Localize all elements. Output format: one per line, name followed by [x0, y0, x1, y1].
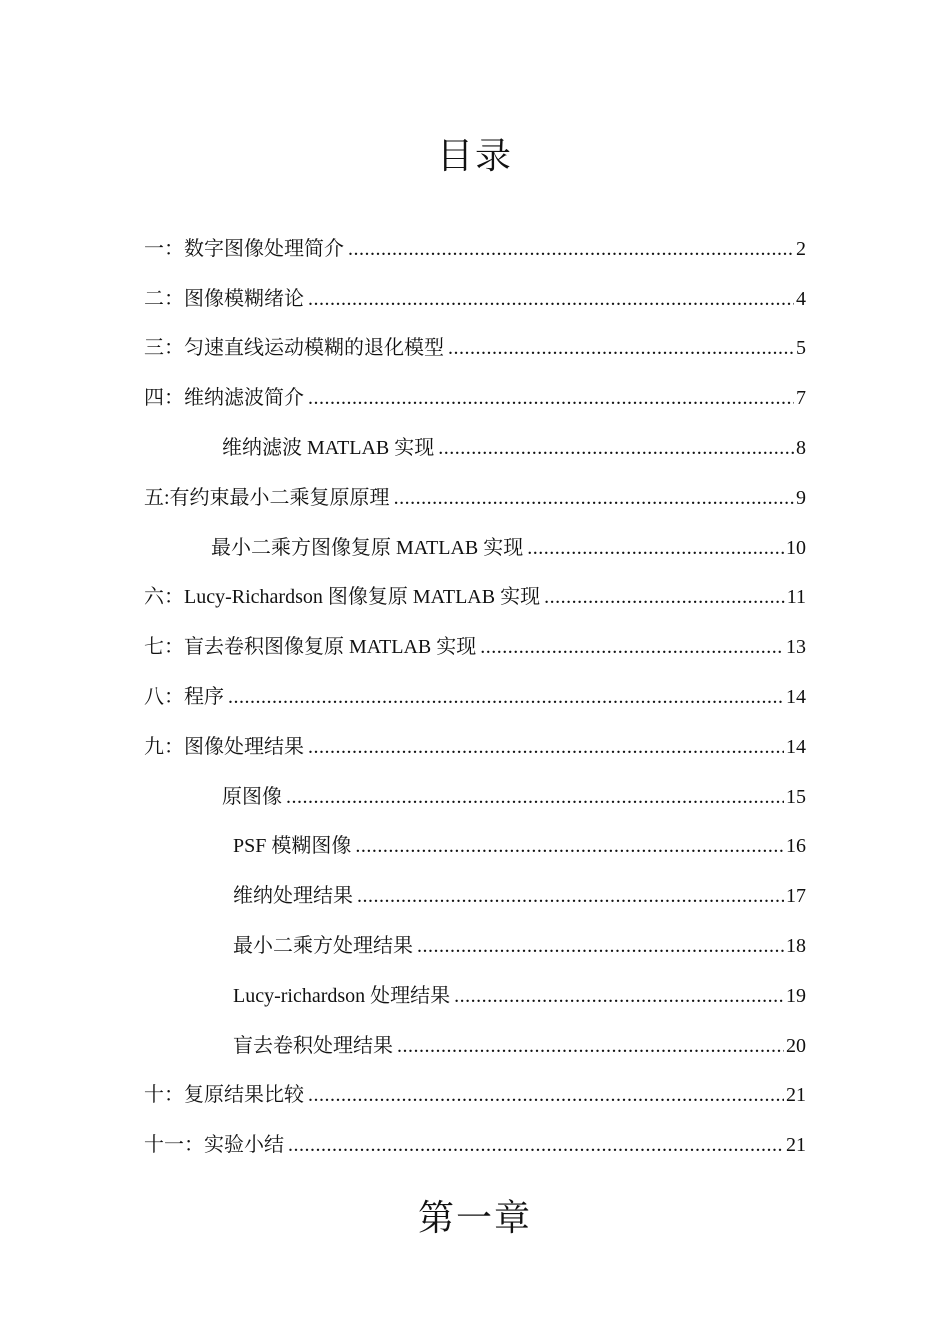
- toc-page-number: 14: [786, 686, 806, 709]
- toc-leader-dots: [357, 883, 784, 909]
- toc-page-number: 16: [786, 835, 806, 858]
- toc-subentry[interactable]: [0, 871, 950, 921]
- toc-leader-dots: [308, 286, 794, 312]
- toc-entry[interactable]: [0, 672, 950, 722]
- toc-entry-text: 十：复原结果比较: [144, 1084, 304, 1107]
- toc-page-number: 5: [796, 337, 806, 360]
- toc-page-number: 7: [796, 387, 806, 410]
- toc-subentry[interactable]: [0, 1021, 950, 1071]
- toc-leader-dots: [308, 734, 784, 760]
- toc-page-number: 21: [786, 1084, 806, 1107]
- toc-page-number: 9: [796, 486, 806, 509]
- chapter-heading: 第一章: [417, 1198, 532, 1238]
- toc-page-number: 8: [796, 437, 806, 460]
- toc-entry-text: 四：维纳滤波简介: [144, 387, 304, 410]
- toc-entry-text: 一：数字图像处理简介: [144, 237, 344, 260]
- toc-entry[interactable]: [0, 1071, 950, 1121]
- toc-page-number: 17: [786, 885, 806, 908]
- toc-entry-text: Lucy-richardson 处理结果: [233, 984, 451, 1007]
- toc-subentry[interactable]: [0, 822, 950, 872]
- toc-leader-dots: [308, 385, 794, 411]
- toc-leader-dots: [355, 833, 784, 859]
- toc-leader-dots: [288, 1132, 784, 1158]
- toc-page-number: 10: [786, 536, 806, 559]
- toc-entry[interactable]: [0, 722, 950, 772]
- toc-subentry[interactable]: [0, 772, 950, 822]
- toc-page-number: 21: [786, 1134, 806, 1157]
- toc-subentry[interactable]: [0, 423, 950, 473]
- toc-entry[interactable]: [0, 373, 950, 423]
- toc-title: 目录: [436, 136, 513, 176]
- toc-subentry[interactable]: [0, 523, 950, 573]
- toc-entry-text: 五:有约束最小二乘复原原理: [144, 486, 390, 509]
- toc-entry[interactable]: [0, 473, 950, 523]
- toc-page-number: 11: [786, 586, 806, 609]
- toc-entry-text: 七：盲去卷积图像复原 MATLAB 实现: [144, 636, 477, 659]
- toc-leader-dots: [397, 1033, 784, 1059]
- toc-page-number: 4: [796, 287, 806, 310]
- toc-entry-text: 维纳滤波 MATLAB 实现: [222, 437, 435, 460]
- toc-leader-dots: [454, 983, 784, 1009]
- toc-entry-text: 三：匀速直线运动模糊的退化模型: [144, 337, 444, 360]
- toc-page-number: 13: [786, 636, 806, 659]
- toc-leader-dots: [394, 485, 794, 511]
- toc-entry-text: 最小二乘方图像复原 MATLAB 实现: [211, 536, 524, 559]
- toc-entry-text: 维纳处理结果: [233, 885, 353, 908]
- toc-entry[interactable]: [0, 324, 950, 374]
- toc-entry[interactable]: [0, 224, 950, 274]
- toc-entry-text: PSF 模糊图像: [233, 835, 352, 858]
- toc-entry-text: 最小二乘方处理结果: [233, 935, 413, 958]
- toc-leader-dots: [417, 933, 784, 959]
- toc-leader-dots: [228, 684, 784, 710]
- toc-leader-dots: [308, 1082, 784, 1108]
- toc-page-number: 2: [796, 237, 806, 260]
- toc-leader-dots: [348, 236, 794, 262]
- toc-page-number: 19: [786, 984, 806, 1007]
- toc-entry-text: 盲去卷积处理结果: [233, 1034, 393, 1057]
- toc-leader-dots: [527, 535, 784, 561]
- toc-leader-dots: [438, 435, 794, 461]
- toc-list: [0, 224, 950, 1170]
- toc-entry[interactable]: [0, 622, 950, 672]
- toc-entry-text: 原图像: [222, 785, 282, 808]
- toc-entry-text: 十一：实验小结: [144, 1134, 284, 1157]
- toc-entry-text: 二：图像模糊绪论: [144, 287, 304, 310]
- toc-leader-dots: [480, 634, 784, 660]
- toc-leader-dots: [286, 784, 784, 810]
- toc-subentry[interactable]: [0, 971, 950, 1021]
- toc-entry[interactable]: [0, 274, 950, 324]
- toc-page-number: 20: [786, 1034, 806, 1057]
- toc-leader-dots: [448, 335, 794, 361]
- toc-leader-dots: [544, 584, 785, 610]
- toc-entry-text: 八：程序: [144, 686, 224, 709]
- toc-entry[interactable]: [0, 573, 950, 623]
- toc-page-number: 18: [786, 935, 806, 958]
- toc-entry-text: 六：Lucy-Richardson 图像复原 MATLAB 实现: [144, 586, 541, 609]
- toc-page-number: 14: [786, 735, 806, 758]
- toc-entry-text: 九：图像处理结果: [144, 735, 304, 758]
- toc-entry[interactable]: [0, 1120, 950, 1170]
- toc-page-number: 15: [786, 785, 806, 808]
- toc-subentry[interactable]: [0, 921, 950, 971]
